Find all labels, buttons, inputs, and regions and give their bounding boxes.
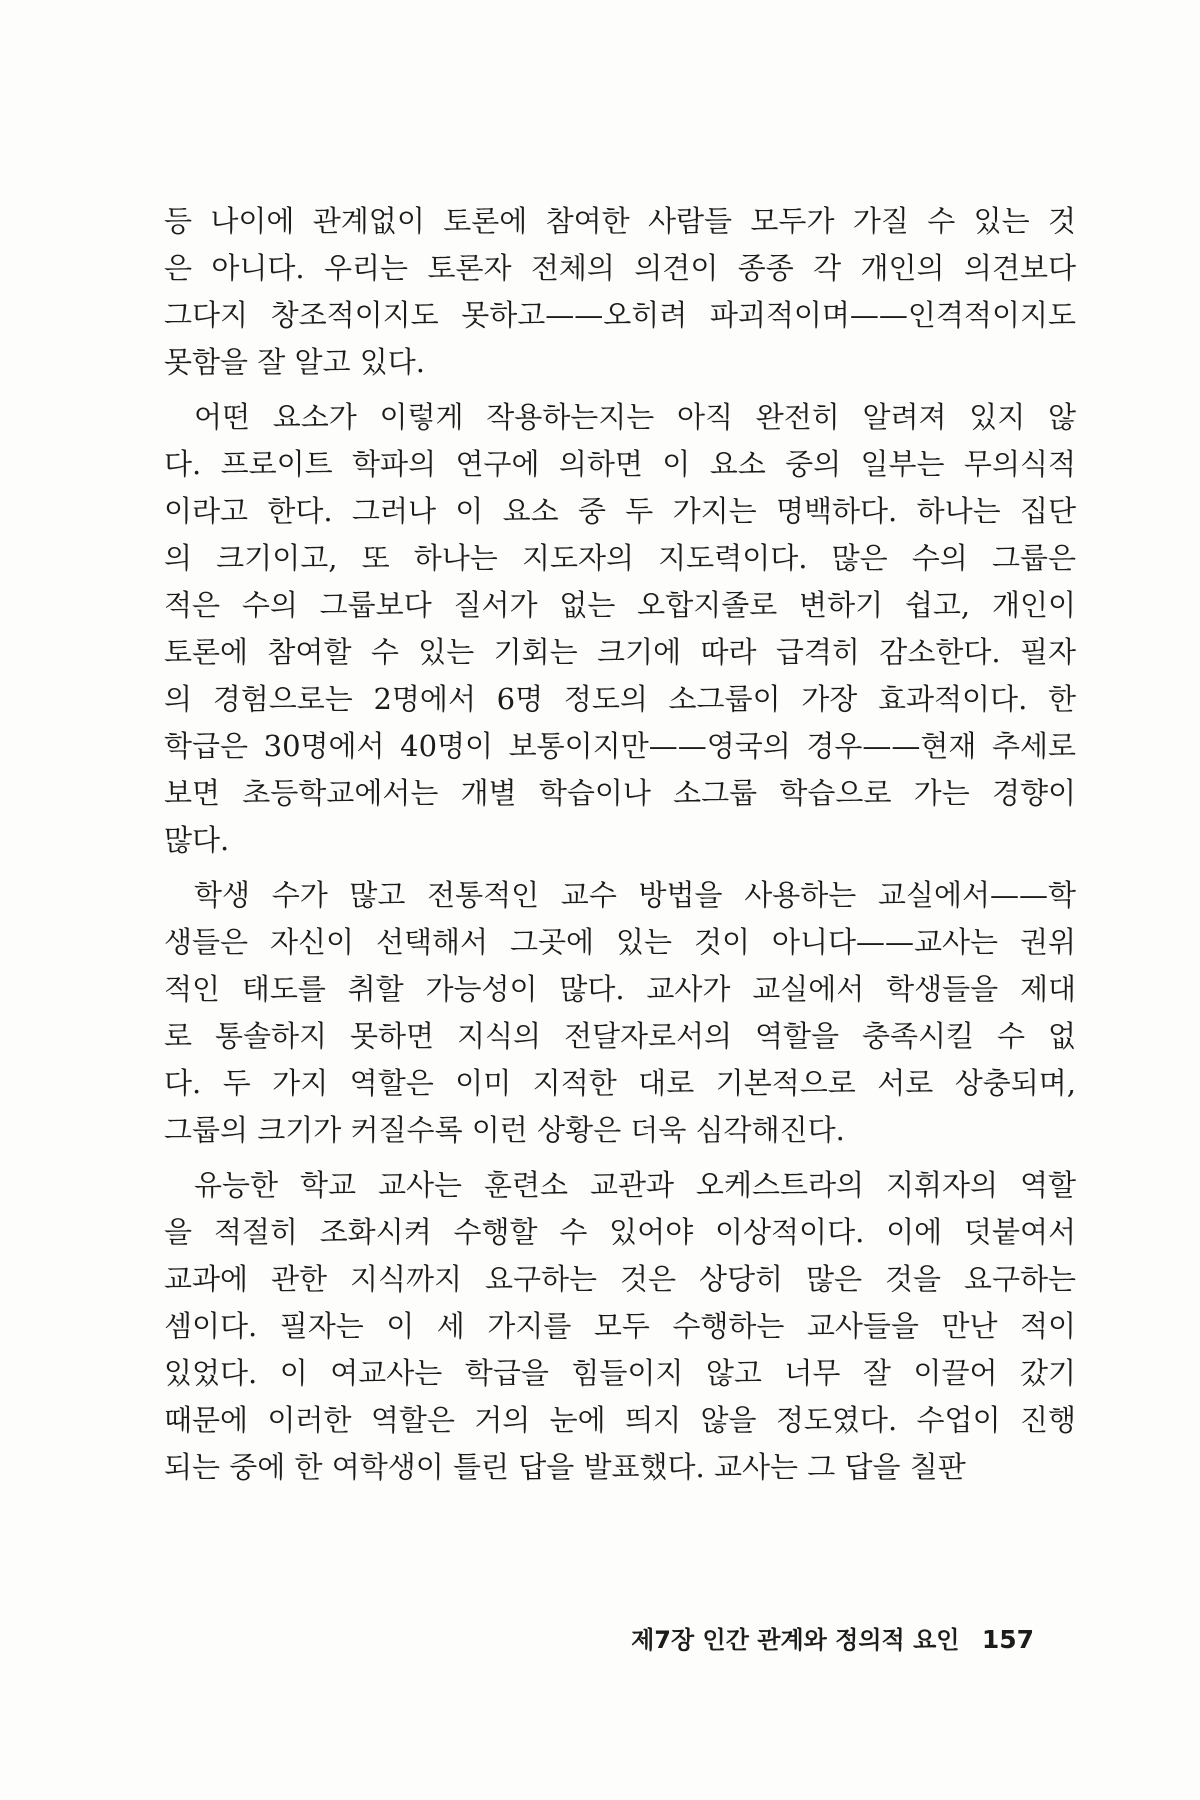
text-line: 셈이다. 필자는 이 세 가지를 모두 수행하는 교사들을 만난 적이 [164, 1309, 1076, 1343]
text-line: 어떤 요소가 이렇게 작용하는지는 아직 완전히 알려져 있지 않 [194, 400, 1076, 434]
text-line: 보면 초등학교에서는 개별 학습이나 소그룹 학습으로 가는 경향이 [164, 776, 1076, 810]
text-line: 되는 중에 한 여학생이 틀린 답을 발표했다. 교사는 그 답을 칠판 [164, 1450, 966, 1484]
paragraph-gap [164, 386, 1076, 394]
text-line: 그룹의 크기가 커질수록 이런 상황은 더욱 심각해진다. [164, 1113, 845, 1147]
text-line: 많다. [164, 823, 230, 857]
text-line: 의 크기이고, 또 하나는 지도자의 지도력이다. 많은 수의 그룹은 [164, 541, 1076, 575]
text-line: 때문에 이러한 역할은 거의 눈에 띄지 않을 정도였다. 수업이 진행 [164, 1403, 1076, 1437]
paragraph-gap [164, 1154, 1076, 1162]
text-line: 등 나이에 관계없이 토론에 참여한 사람들 모두가 가질 수 있는 것 [164, 204, 1076, 238]
text-line: 을 적절히 조화시켜 수행할 수 있어야 이상적이다. 이에 덧붙여서 [164, 1215, 1076, 1249]
text-line: 다. 프로이트 학파의 연구에 의하면 이 요소 중의 일부는 무의식적 [164, 447, 1076, 481]
text-line: 적인 태도를 취할 가능성이 많다. 교사가 교실에서 학생들을 제대 [164, 972, 1076, 1006]
paragraph [164, 1162, 1076, 1491]
paragraph-gap [164, 864, 1076, 872]
text-line: 토론에 참여할 수 있는 기회는 크기에 따라 급격히 감소한다. 필자 [164, 635, 1076, 669]
page-footer [631, 1620, 1034, 1655]
paragraph [164, 394, 1076, 864]
page-number: 157 [981, 1625, 1034, 1654]
text-line: 생들은 자신이 선택해서 그곳에 있는 것이 아니다——교사는 권위 [164, 925, 1076, 959]
text-line: 유능한 학교 교사는 훈련소 교관과 오케스트라의 지휘자의 역할 [194, 1168, 1076, 1202]
text-line: 이라고 한다. 그러나 이 요소 중 두 가지는 명백하다. 하나는 집단 [164, 494, 1076, 528]
text-line: 교과에 관한 지식까지 요구하는 것은 상당히 많은 것을 요구하는 [164, 1262, 1076, 1296]
paragraph [164, 872, 1076, 1154]
text-line: 못함을 잘 알고 있다. [164, 345, 425, 379]
text-line: 의 경험으로는 2명에서 6명 정도의 소그룹이 가장 효과적이다. 한 [164, 682, 1076, 716]
paragraph [164, 198, 1076, 386]
text-line: 그다지 창조적이지도 못하고——오히려 파괴적이며——인격적이지도 [164, 298, 1076, 332]
text-line: 적은 수의 그룹보다 질서가 없는 오합지졸로 변하기 쉽고, 개인이 [164, 588, 1076, 622]
text-line: 다. 두 가지 역할은 이미 지적한 대로 기본적으로 서로 상충되며, [164, 1066, 1076, 1100]
text-line: 은 아니다. 우리는 토론자 전체의 의견이 종종 각 개인의 의견보다 [164, 251, 1076, 285]
body-text [164, 198, 1076, 1491]
text-line: 학급은 30명에서 40명이 보통이지만——영국의 경우——현재 추세로 [164, 729, 1076, 763]
text-line: 학생 수가 많고 전통적인 교수 방법을 사용하는 교실에서——학 [194, 878, 1076, 912]
running-footer-chapter: 제7장 인간 관계와 정의적 요인 [631, 1626, 960, 1654]
text-line: 로 통솔하지 못하면 지식의 전달자로서의 역할을 충족시킬 수 없 [164, 1019, 1076, 1053]
text-line: 있었다. 이 여교사는 학급을 힘들이지 않고 너무 잘 이끌어 갔기 [164, 1356, 1076, 1390]
